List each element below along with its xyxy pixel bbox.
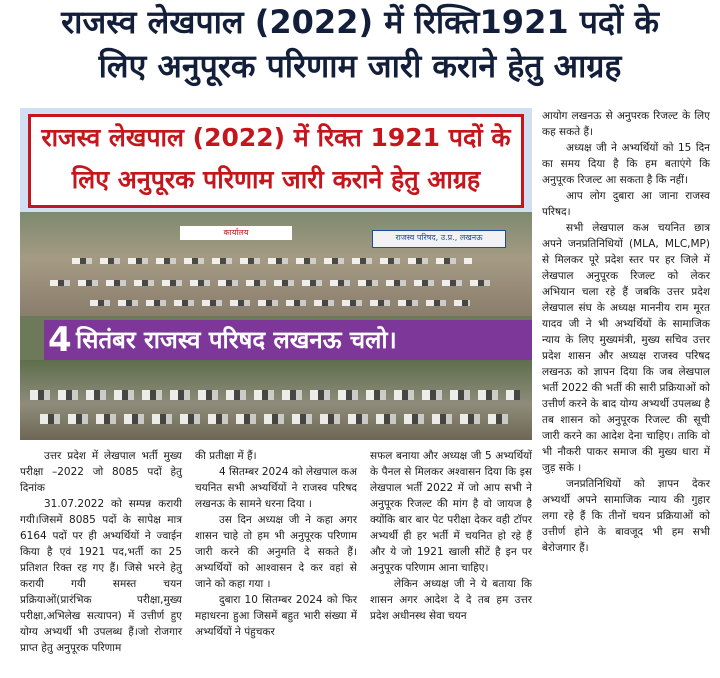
article-paragraph: सभी लेखपाल कअ चयनित छात्र अपने जनप्रतिनिधियों (MLA, MLC,MP) से मिलकर पूरे प्रदेश स्तर पर हर जिले में लेखपाल अनुपूरक रिजल्ट को लेकर अभियान चला रहे हैं जबकि उत्तर प्रदेश लेखपाल संघ के अध्यक्ष माननीय राम मूरत यादव जी ने भी अभ्यर्थियों के सामाजिक न्याय के लिए मुख्यमंत्री, मुख्य सचिव उत्तर प्रदेश शासन और अध्यक्ष राजस्व परिषद लखनऊ को ज्ञापन दिया कि जब लेखपाल भर्ती 2022 की भर्ती की सारी प्रक्रियाओं को उत्तीर्ण करने के बाद योग्य अभ्यर्थी उपलब्ध है तब शासन को अनुपूरक रिजल्ट की सूची जारी करने का आदेश देना चाहिए। ताकि वो भी नौकरी पाकर समाज की मुख्य धारा में जुड़ सके । [542, 222, 710, 474]
article-column-4 [542, 108, 710, 556]
article-paragraph: 4 सितम्बर 2024 को लेखपाल कअ चयनित सभी अभ्यर्थियों ने राजस्व परिषद लखनऊ के सामने धरना दिया । [195, 466, 357, 510]
protest-photo [20, 108, 532, 440]
article-paragraph: लेकिन अध्यक्ष जी ने ये बताया कि शासन अगर आदेश दे दे तब हम उत्तर प्रदेश अधीनस्थ सेवा चयन [370, 578, 532, 622]
photo-crowd-bottom [20, 360, 532, 440]
photo-crowd-figures [90, 300, 470, 306]
article-paragraph: आप लोग दुबारा आ जाना राजस्व परिषद। [542, 190, 710, 218]
photo-crowd-figures [40, 414, 510, 424]
photo-caption-strip: सितंबर राजस्व परिषद लखनऊ चलो। [44, 320, 532, 360]
photo-banner-line-1: राजस्व लेखपाल (2022) में रिक्त 1921 पदों के [41, 123, 511, 152]
article-paragraph: उत्तर प्रदेश में लेखपाल भर्ती मुख्य परीक्षा –2022 जो 8085 पदों हेतु दिनांक [20, 450, 182, 494]
headline-line-2: लिए अनुपूरक परिणाम जारी कराने हेतु आग्रह [98, 47, 622, 85]
photo-crowd-figures [30, 390, 520, 400]
article-column-3 [370, 448, 532, 624]
photo-banner-line-2: लिए अनुपूरक परिणाम जारी कराने हेतु आग्रह [71, 165, 481, 194]
article-paragraph: उस दिन अध्यक्ष जी ने कहा अगर शासन चाहे तो हम भी अनुपूरक परिणाम जारी करने की अनुमति दे सकते हैं।अभ्यर्थियों को आश्वासन दे कर वहां से जाने को कहा गया । [195, 514, 357, 590]
photo-sign-left: कार्यालय [180, 226, 292, 240]
photo-strip-number: 4 [48, 320, 72, 360]
headline [0, 0, 720, 100]
article-paragraph: आयोग लखनऊ से अनुपरक रिजल्ट के लिए कह सकते हैं। [542, 110, 710, 138]
photo-sign-right: राजस्व परिषद, उ.प्र., लखनऊ [372, 230, 506, 248]
article-column-2 [195, 448, 357, 640]
article-paragraph: अध्यक्ष जी ने अभ्यर्थियों को 15 दिन का समय दिया है कि हम बताएंगे कि अनुपूरक रिजल्ट आ सकता है कि नहीं। [542, 142, 710, 186]
photo-crowd-figures [72, 258, 472, 264]
article-paragraph: दुबारा 10 सितम्बर 2024 को फिर महाधरना हुआ जिसमें बहुत भारी संख्या में अभ्यर्थियों ने पंहुचकर [195, 594, 357, 638]
article-paragraph: 31.07.2022 को सम्पन्न करायी गयी।जिसमें 8085 पदों के सापेक्ष मात्र 6164 पदों पर ही अभ्यर्थियों ने ज्वाईन किया है एवं 1921 पद,भर्ती का 25 प्रतिशत रिक्त रह गए हैं। जिसे भरने हेतु करायी गयी समस्त चयन प्रक्रियाओं(प्रारंभिक परीक्षा,मुख्य परीक्षा,अभिलेख सत्यापन) में उत्तीर्ण हुए योग्य अभ्यर्थी भी उपलब्ध हैं।जो रोजगार प्राप्त हेतु अनुपूरक परिणाम [20, 498, 182, 654]
article-paragraph: जनप्रतिनिधियों को ज्ञापन देकर अभ्यर्थी अपने सामाजिक न्याय की गुहार लगा रहे हैं कि तीनों चयन प्रक्रियाओं को उत्तीर्ण होने के बावजूद भी हम सभी बेरोजगार हैं। [542, 478, 710, 554]
photo-banner [28, 114, 524, 208]
article-column-1 [20, 448, 182, 656]
headline-line-1: राजस्व लेखपाल (2022) में रिक्ति1921 पदों के [61, 3, 659, 41]
article-paragraph: की प्रतीक्षा में हैं। [195, 450, 257, 462]
article-paragraph: सफल बनाया और अध्यक्ष जी 5 अभ्यर्थियों के पैनल से मिलकर अश्वासन दिया कि इस लेखपाल भर्ती 2022 में जो आप सभी ने अनुपूरक रिजल्ट की मांग है वो जायज है क्योंकि बार बार पेट परीक्षा देकर वही टॉपर अभ्यर्थी ही हर भर्ती में चयनित हो रहे हैं और ये जो 1921 खाली सीटें है इन पर अनुपूरक परिणाम आना चाहिए। [370, 450, 532, 574]
article-columns [20, 448, 532, 678]
photo-crowd-figures [50, 280, 490, 286]
